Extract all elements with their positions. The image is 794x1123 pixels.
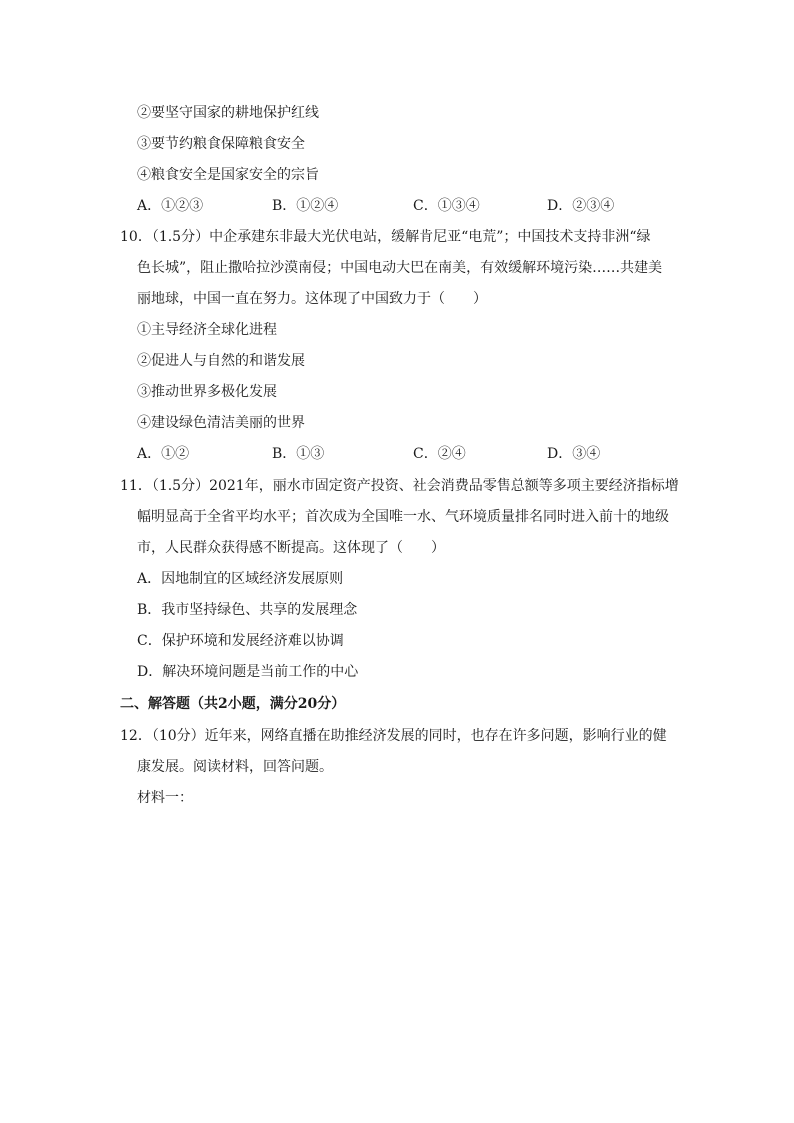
q11-text-line-1: 11．（1.5分）2021年，丽水市固定资产投资、社会消费品零售总额等多项主要经济指标增	[120, 478, 679, 494]
q10-statement-3: ③推动世界多极化发展	[137, 384, 277, 400]
q9-option-d[interactable]: D．②③④	[547, 198, 615, 214]
q10-statement-4: ④建设绿色清洁美丽的世界	[137, 415, 305, 431]
q9-statement-2: ②要坚守国家的耕地保护红线	[137, 105, 319, 121]
q10-statement-1: ①主导经济全球化进程	[137, 322, 277, 338]
q11-option-a[interactable]: A．因地制宜的区域经济发展原则	[137, 571, 344, 587]
q11-option-b[interactable]: B．我市坚持绿色、共享的发展理念	[137, 602, 358, 618]
q12-text-line-1: 12．（10分）近年来，网络直播在助推经济发展的同时，也存在许多问题，影响行业的健	[120, 728, 667, 744]
section-heading: 二、解答题（共2小题，满分20分）	[120, 696, 346, 712]
q9-statement-3: ③要节约粮食保障粮食安全	[137, 136, 305, 152]
q10-text-line-1: 10．（1.5分）中企承建东非最大光伏电站，缓解肯尼亚“电荒”；中国技术支持非洲“绿	[120, 229, 651, 245]
q11-option-c[interactable]: C．保护环境和发展经济难以协调	[137, 633, 344, 649]
q12-text-line-2: 康发展。阅读材料，回答问题。	[137, 759, 333, 775]
q10-option-b[interactable]: B．①③	[272, 446, 325, 462]
q10-option-d[interactable]: D．③④	[547, 446, 601, 462]
q12-material-label: 材料一：	[137, 790, 193, 806]
q9-option-c[interactable]: C．①③④	[413, 198, 480, 214]
q9-option-b[interactable]: B．①②④	[272, 198, 339, 214]
q10-statement-2: ②促进人与自然的和谐发展	[137, 353, 305, 369]
q10-text-line-2: 色长城”，阻止撒哈拉沙漠南侵；中国电动大巴在南美，有效缓解环境污染……共建美	[137, 260, 663, 276]
q10-option-a[interactable]: A．①②	[137, 446, 190, 462]
q11-text-line-3: 市，人民群众获得感不断提高。这体现了（ ）	[137, 540, 445, 556]
q10-text-line-3: 丽地球，中国一直在努力。这体现了中国致力于（ ）	[137, 291, 487, 307]
q11-option-d[interactable]: D．解决环境问题是当前工作的中心	[137, 664, 359, 680]
q9-option-a[interactable]: A．①②③	[137, 198, 204, 214]
q11-text-line-2: 幅明显高于全省平均水平；首次成为全国唯一水、气环境质量排名同时进入前十的地级	[137, 509, 669, 525]
q10-option-c[interactable]: C．②④	[413, 446, 466, 462]
q9-statement-4: ④粮食安全是国家安全的宗旨	[137, 167, 319, 183]
